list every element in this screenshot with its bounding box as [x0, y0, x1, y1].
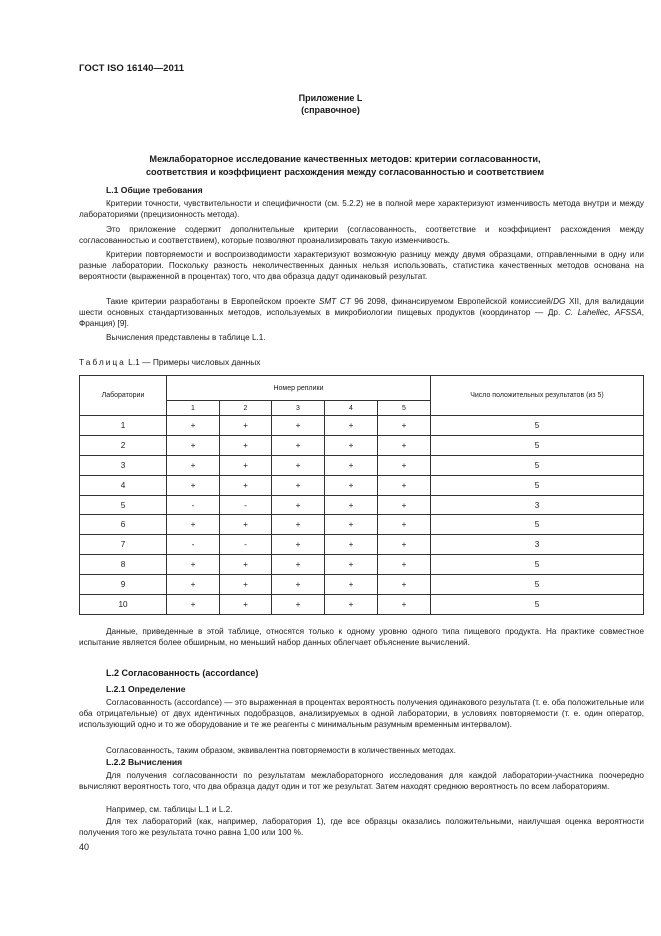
paragraph-l1-3: Критерии повторяемости и воспроизводимости характеризуют возможную разницу между двумя образцами, отправленными в одну или разные лаборатории. Поскольку разность неколичественных данных нельзя использовать, статистика качественных методов основана на вероятности (выраженной в процентах) того, что два образца дадут одинаковый результат.: [79, 250, 644, 282]
result-cell: +: [220, 475, 272, 495]
replicate-header-5: 5: [378, 401, 431, 416]
result-cell: +: [167, 595, 220, 615]
page-number: 40: [79, 842, 90, 852]
result-cell: +: [272, 416, 325, 436]
result-cell: +: [272, 435, 325, 455]
lab-cell: 2: [80, 435, 167, 455]
result-cell: +: [378, 455, 431, 475]
result-cell: -: [167, 495, 220, 515]
result-cell: +: [167, 515, 220, 535]
header-positive-count: Число положительных результатов (из 5): [431, 376, 644, 416]
result-cell: +: [167, 455, 220, 475]
table-row: [80, 495, 644, 515]
table-row: [80, 416, 644, 436]
replicate-header-1: 1: [167, 401, 220, 416]
table-caption: [79, 357, 260, 367]
p4-text-c: XII, для валидации шести основных стандартизованных методов, используемых в микробиологии пищевых продуктов (координатор — Др.: [79, 297, 644, 318]
main-title: [95, 153, 595, 179]
positive-count-cell: 3: [431, 495, 644, 515]
section-l1-heading: L.1 Общие требования: [106, 185, 203, 195]
result-cell: +: [220, 575, 272, 595]
result-cell: +: [167, 575, 220, 595]
p4-italic-2: DG: [553, 297, 566, 306]
p4-italic-3: C. Lahellec, AFSSA: [564, 308, 642, 318]
result-cell: +: [272, 515, 325, 535]
result-cell: +: [378, 595, 431, 615]
lab-cell: 8: [80, 555, 167, 575]
lab-cell: 1: [80, 416, 167, 436]
positive-count-cell: 5: [431, 475, 644, 495]
lab-cell: 3: [80, 455, 167, 475]
lab-cell: 5: [80, 495, 167, 515]
result-cell: +: [220, 416, 272, 436]
table-row: [80, 455, 644, 475]
section-l2-heading: L.2 Согласованность (accordance): [106, 668, 259, 678]
result-cell: +: [378, 515, 431, 535]
positive-count-cell: 5: [431, 435, 644, 455]
result-cell: +: [378, 535, 431, 555]
main-title-line2: соответствия и коэффициент расхождения между согласованностью и соответствием: [145, 167, 545, 177]
paragraph-definition-2: Согласованность, таким образом, эквивалентна повторяемости в количественных методах.: [106, 746, 456, 755]
lab-cell: 9: [80, 575, 167, 595]
result-cell: +: [325, 416, 378, 436]
appendix-title: Приложение L: [298, 93, 363, 103]
result-cell: +: [272, 595, 325, 615]
result-cell: +: [325, 555, 378, 575]
result-cell: +: [220, 455, 272, 475]
replicate-header-3: 3: [272, 401, 325, 416]
result-cell: +: [272, 535, 325, 555]
main-title-line1: Межлабораторное исследование качественных методов: критерии согласованности,: [149, 154, 541, 164]
result-cell: +: [220, 515, 272, 535]
positive-count-cell: 5: [431, 595, 644, 615]
table-row: [80, 515, 644, 535]
table-row: [80, 555, 644, 575]
header-laboratories: Лаборатории: [80, 376, 167, 416]
result-cell: +: [325, 575, 378, 595]
paragraph-calc-1: Для получения согласованности по результатам межлабораторного исследования для каждой лаборатории-участника поочередно вычисляют вероятность того, что два образца дадут один и тот же результат. Затем находят среднюю вероятность по всем лабораториям.: [79, 771, 644, 792]
lab-cell: 4: [80, 475, 167, 495]
positive-count-cell: 5: [431, 455, 644, 475]
result-cell: -: [167, 535, 220, 555]
paragraph-l1-4: [79, 296, 644, 330]
p4-italic-1: SMT CT: [318, 297, 351, 306]
header-replicate-number: Номер реплики: [167, 376, 431, 401]
result-cell: +: [378, 435, 431, 455]
table-row: [80, 435, 644, 455]
paragraph-l1-5: Вычисления представлены в таблице L.1.: [106, 333, 266, 342]
result-cell: +: [325, 495, 378, 515]
table-caption-prefix: Таблица: [79, 357, 126, 367]
paragraph-l1-2: Это приложение содержит дополнительные критерии (согласованность, соответствие и коэффициент расхождения между согласованностью и соответствием), которые позволяют проанализировать такую изменчивость.: [79, 225, 644, 246]
section-l2-1-heading: L.2.1 Определение: [106, 684, 186, 694]
p4-text-b: 96 2098, финансируемом Европейской комиссией/: [350, 297, 554, 306]
standard-designation: ГОСТ ISO 16140—2011: [79, 63, 185, 74]
table-row: [80, 535, 644, 555]
positive-count-cell: 5: [431, 555, 644, 575]
result-cell: +: [325, 515, 378, 535]
result-cell: +: [325, 455, 378, 475]
replicate-header-4: 4: [325, 401, 378, 416]
result-cell: +: [325, 435, 378, 455]
result-cell: +: [272, 455, 325, 475]
p4-text-a: Такие критерии разработаны в Европейском проекте: [106, 297, 319, 306]
paragraph-l1-1: Критерии точности, чувствительности и специфичности (см. 5.2.2) не в полной мере характеризуют изменчивость метода внутри и между лабораториями (прецизионность метода).: [79, 199, 644, 220]
result-cell: +: [272, 555, 325, 575]
result-cell: +: [272, 475, 325, 495]
paragraph-definition: Согласованность (accordance) — это выраженная в процентах вероятность получения одинакового результата (т. е. оба положительные или оба отрицательные) от двух идентичных подобразцов, анализируемых в одной лаборатории, в условиях повторяемости (т. е. один оператор, использующий одно и то же оборудование и те же реагенты с минимальным разумным временным интервалом).: [79, 698, 644, 730]
table-row: [80, 475, 644, 495]
paragraph-after-table: Данные, приведенные в этой таблице, относятся только к одному уровню одного типа пищевого продукта. На практике совместное испытание является более обширным, но меньший набор данных облегчает объяснение вычислений.: [79, 627, 644, 648]
p4-text-d: , Франция) [9].: [79, 308, 644, 329]
result-cell: -: [220, 535, 272, 555]
section-l2-2-heading: L.2.2 Вычисления: [106, 757, 183, 767]
lab-cell: 10: [80, 595, 167, 615]
lab-cell: 7: [80, 535, 167, 555]
table-caption-rest: L.1 — Примеры числовых данных: [125, 357, 261, 367]
result-cell: +: [167, 475, 220, 495]
lab-cell: 6: [80, 515, 167, 535]
result-cell: +: [378, 555, 431, 575]
result-cell: +: [325, 475, 378, 495]
positive-count-cell: 3: [431, 535, 644, 555]
replicate-header-2: 2: [220, 401, 272, 416]
result-cell: +: [378, 416, 431, 436]
result-cell: -: [220, 495, 272, 515]
result-cell: +: [167, 555, 220, 575]
result-cell: +: [325, 595, 378, 615]
result-cell: +: [378, 475, 431, 495]
paragraph-calc-3: Для тех лабораторий (как, например, лаборатория 1), где все образцы оказались положительными, наилучшая оценка вероятности получения того же результата точно равна 1,00 или 100 %.: [79, 817, 644, 838]
result-cell: +: [272, 495, 325, 515]
data-table: [79, 375, 644, 615]
result-cell: +: [325, 535, 378, 555]
result-cell: +: [220, 435, 272, 455]
result-cell: +: [167, 435, 220, 455]
result-cell: +: [272, 575, 325, 595]
result-cell: +: [378, 575, 431, 595]
result-cell: +: [167, 416, 220, 436]
result-cell: +: [378, 495, 431, 515]
result-cell: +: [220, 595, 272, 615]
result-cell: +: [220, 555, 272, 575]
positive-count-cell: 5: [431, 575, 644, 595]
table-row: [80, 575, 644, 595]
positive-count-cell: 5: [431, 416, 644, 436]
appendix-subtitle: (справочное): [301, 105, 360, 115]
table-row: [80, 595, 644, 615]
positive-count-cell: 5: [431, 515, 644, 535]
paragraph-calc-2: Например, см. таблицы L.1 и L.2.: [106, 805, 233, 814]
